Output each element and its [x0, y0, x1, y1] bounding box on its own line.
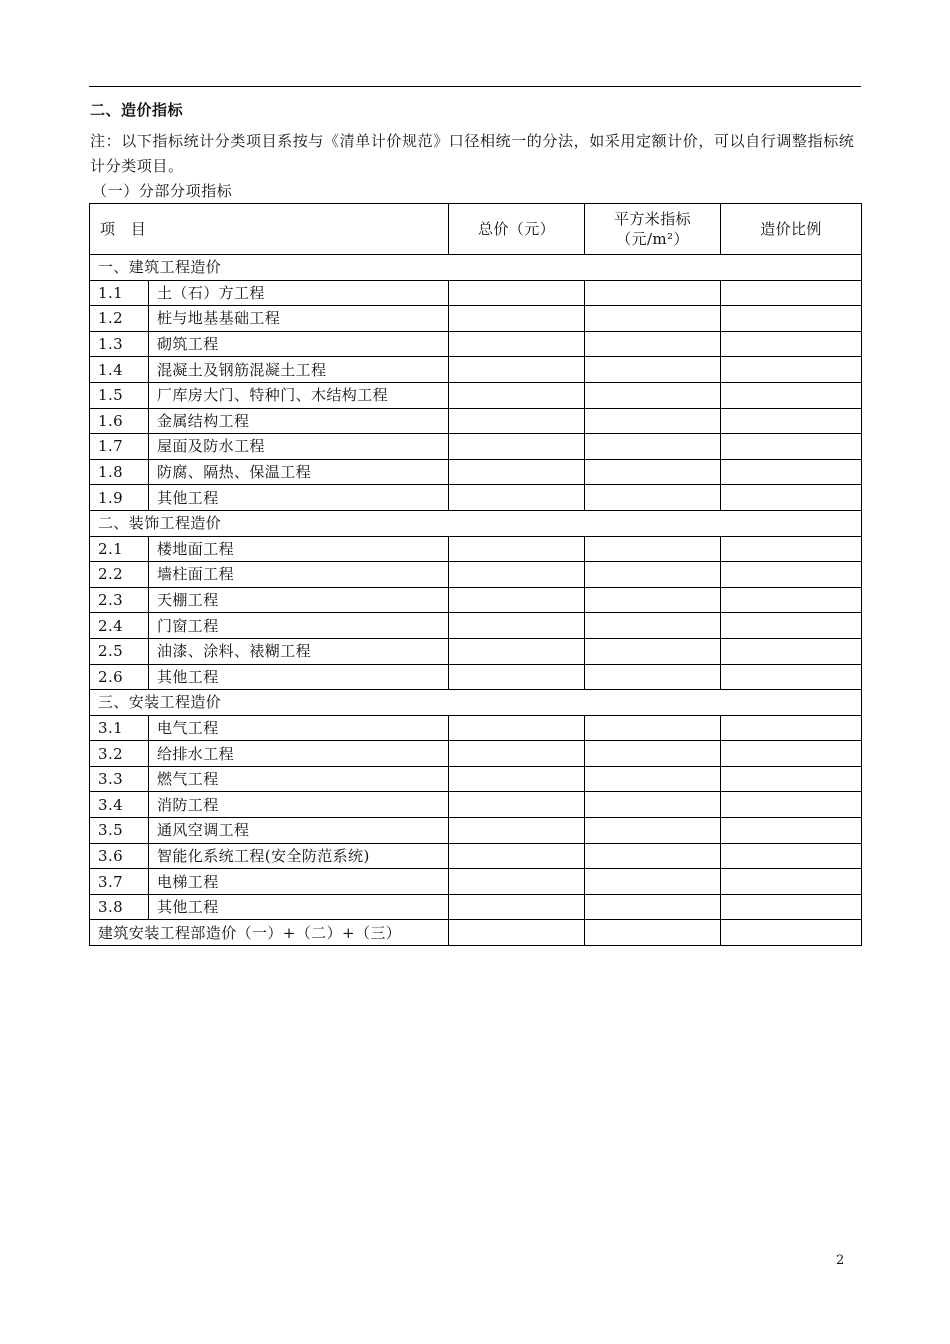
cell-ratio: [721, 613, 862, 639]
row-code: 1.5: [90, 382, 149, 408]
row-code: 1.1: [90, 280, 149, 306]
row-name: 厂库房大门、特种门、木结构工程: [149, 382, 449, 408]
cell-ratio: [721, 894, 862, 920]
cell-per-sqm: [585, 792, 721, 818]
row-name: 通风空调工程: [149, 818, 449, 844]
cell-ratio: [721, 638, 862, 664]
cell-per-sqm: [585, 818, 721, 844]
cell-ratio: [721, 382, 862, 408]
cell-per-sqm: [585, 536, 721, 562]
cell-per-sqm: [585, 434, 721, 460]
cell-total: [449, 536, 585, 562]
cell-total: [449, 280, 585, 306]
cell-total: [449, 920, 585, 946]
table-row: [90, 792, 862, 818]
cell-per-sqm: [585, 280, 721, 306]
cell-total: [449, 459, 585, 485]
row-name: 电梯工程: [149, 869, 449, 895]
row-name: 其他工程: [149, 485, 449, 511]
row-code: 3.1: [90, 715, 149, 741]
cost-index-table: [89, 203, 862, 946]
row-name: 给排水工程: [149, 741, 449, 767]
cell-per-sqm: [585, 306, 721, 332]
top-rule: [89, 86, 861, 87]
row-name: 混凝土及钢筋混凝土工程: [149, 357, 449, 383]
cell-total: [449, 741, 585, 767]
row-code: 3.8: [90, 894, 149, 920]
cell-total: [449, 382, 585, 408]
cell-per-sqm: [585, 357, 721, 383]
row-name: 土（石）方工程: [149, 280, 449, 306]
cell-per-sqm: [585, 613, 721, 639]
cell-total: [449, 357, 585, 383]
row-code: 1.6: [90, 408, 149, 434]
cell-total: [449, 331, 585, 357]
table-row: [90, 766, 862, 792]
cell-ratio: [721, 562, 862, 588]
row-code: 2.4: [90, 613, 149, 639]
cell-ratio: [721, 766, 862, 792]
row-code: 2.5: [90, 638, 149, 664]
cell-ratio: [721, 536, 862, 562]
row-code: 1.3: [90, 331, 149, 357]
table-row: [90, 459, 862, 485]
table-row: [90, 843, 862, 869]
row-name: 消防工程: [149, 792, 449, 818]
row-name: 桩与地基基础工程: [149, 306, 449, 332]
table-row: [90, 382, 862, 408]
group-row: [90, 255, 862, 281]
row-name: 防腐、隔热、保温工程: [149, 459, 449, 485]
cell-ratio: [721, 792, 862, 818]
page-number: 2: [836, 1253, 845, 1268]
row-name: 门窗工程: [149, 613, 449, 639]
cell-total: [449, 715, 585, 741]
row-code: 1.7: [90, 434, 149, 460]
cell-total: [449, 638, 585, 664]
table-row: [90, 434, 862, 460]
cell-ratio: [721, 818, 862, 844]
cell-ratio: [721, 920, 862, 946]
cell-ratio: [721, 741, 862, 767]
row-code: 2.1: [90, 536, 149, 562]
cell-ratio: [721, 357, 862, 383]
cell-total: [449, 869, 585, 895]
header-total: 总价（元）: [449, 204, 585, 255]
cell-per-sqm: [585, 920, 721, 946]
table-row: [90, 357, 862, 383]
group-title: 一、建筑工程造价: [90, 255, 862, 281]
cell-total: [449, 408, 585, 434]
cell-ratio: [721, 843, 862, 869]
row-code: 3.4: [90, 792, 149, 818]
table-row: [90, 485, 862, 511]
row-name: 其他工程: [149, 894, 449, 920]
row-code: 3.2: [90, 741, 149, 767]
cell-per-sqm: [585, 869, 721, 895]
table-row: [90, 280, 862, 306]
row-code: 3.7: [90, 869, 149, 895]
row-name: 墙柱面工程: [149, 562, 449, 588]
cell-total: [449, 792, 585, 818]
table-row: [90, 613, 862, 639]
total-row-label: 建筑安装工程部造价（一）+（二）+（三）: [90, 920, 449, 946]
cell-total: [449, 894, 585, 920]
table-row: [90, 587, 862, 613]
cell-per-sqm: [585, 408, 721, 434]
header-item: 项 目: [90, 204, 449, 255]
cell-per-sqm: [585, 638, 721, 664]
cell-ratio: [721, 331, 862, 357]
group-row: [90, 510, 862, 536]
cell-ratio: [721, 715, 862, 741]
table-row: [90, 408, 862, 434]
cell-per-sqm: [585, 741, 721, 767]
cell-total: [449, 434, 585, 460]
row-code: 2.2: [90, 562, 149, 588]
cell-ratio: [721, 306, 862, 332]
cell-per-sqm: [585, 382, 721, 408]
row-name: 屋面及防水工程: [149, 434, 449, 460]
cell-total: [449, 485, 585, 511]
note-paragraph: 注：以下指标统计分类项目系按与《清单计价规范》口径相统一的分法，如采用定额计价，可以自行调整指标统计分类项目。: [90, 132, 855, 175]
row-code: 3.6: [90, 843, 149, 869]
row-name: 电气工程: [149, 715, 449, 741]
cell-per-sqm: [585, 843, 721, 869]
section-heading: 二、造价指标: [90, 101, 184, 119]
row-code: 1.8: [90, 459, 149, 485]
table-row: [90, 741, 862, 767]
cell-ratio: [721, 434, 862, 460]
row-code: 2.3: [90, 587, 149, 613]
cell-per-sqm: [585, 766, 721, 792]
table-row: [90, 306, 862, 332]
header-per-sqm: [585, 204, 721, 255]
cell-ratio: [721, 408, 862, 434]
table-row: [90, 869, 862, 895]
cell-total: [449, 306, 585, 332]
cell-total: [449, 562, 585, 588]
row-code: 1.9: [90, 485, 149, 511]
table-row: [90, 664, 862, 690]
table-row: [90, 536, 862, 562]
header-per-sqm-line2: （元/m²）: [616, 230, 689, 248]
row-name: 天棚工程: [149, 587, 449, 613]
cell-per-sqm: [585, 664, 721, 690]
cell-ratio: [721, 869, 862, 895]
cell-ratio: [721, 587, 862, 613]
cell-per-sqm: [585, 459, 721, 485]
row-code: 1.2: [90, 306, 149, 332]
row-name: 金属结构工程: [149, 408, 449, 434]
cell-ratio: [721, 459, 862, 485]
group-row: [90, 690, 862, 716]
cell-per-sqm: [585, 562, 721, 588]
row-name: 其他工程: [149, 664, 449, 690]
group-title: 三、安装工程造价: [90, 690, 862, 716]
group-title: 二、装饰工程造价: [90, 510, 862, 536]
sub-heading: （一）分部分项指标: [92, 182, 233, 200]
cell-total: [449, 818, 585, 844]
row-code: 2.6: [90, 664, 149, 690]
row-name: 燃气工程: [149, 766, 449, 792]
row-name: 砌筑工程: [149, 331, 449, 357]
table-row: [90, 331, 862, 357]
cell-total: [449, 613, 585, 639]
cell-ratio: [721, 280, 862, 306]
row-code: 3.3: [90, 766, 149, 792]
cell-per-sqm: [585, 587, 721, 613]
header-ratio: 造价比例: [721, 204, 862, 255]
total-row: [90, 920, 862, 946]
cell-per-sqm: [585, 331, 721, 357]
cell-per-sqm: [585, 894, 721, 920]
cell-total: [449, 664, 585, 690]
table-row: [90, 638, 862, 664]
table-row: [90, 562, 862, 588]
cell-total: [449, 843, 585, 869]
row-name: 楼地面工程: [149, 536, 449, 562]
table-row: [90, 715, 862, 741]
header-per-sqm-line1: 平方米指标: [614, 210, 692, 228]
cell-ratio: [721, 485, 862, 511]
cell-total: [449, 587, 585, 613]
cell-ratio: [721, 664, 862, 690]
table-header-row: [90, 204, 862, 255]
row-name: 油漆、涂料、裱糊工程: [149, 638, 449, 664]
cell-total: [449, 766, 585, 792]
row-code: 1.4: [90, 357, 149, 383]
cell-per-sqm: [585, 485, 721, 511]
row-name: 智能化系统工程(安全防范系统): [149, 843, 449, 869]
table-row: [90, 894, 862, 920]
table-row: [90, 818, 862, 844]
cell-per-sqm: [585, 715, 721, 741]
row-code: 3.5: [90, 818, 149, 844]
